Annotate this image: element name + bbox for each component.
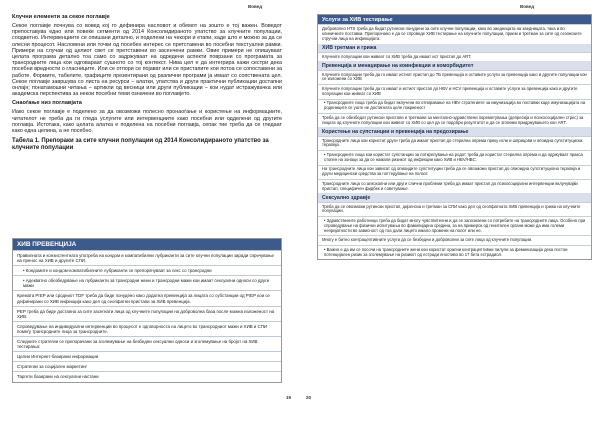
section-text-key-elements: Секое поглавје почнува со вовед кој го дефинира насловот и обемот на зошто е тој важен. Воведот препоставува едно или повеќе сегменти од 2014 Консолидираното упатство за клучните популации, соодветно. Интервенциите се опишани детално, и поделени на чекори и етапи, каде што е можно за да се олесни процесот. Насловени или точки од посебен интерес се претставени во посебни текстуални рамки. Примери на случаи од целиот свет се претставени во засенчени рамки. Овие примери не опишуваат целата програма детално тоа само со задржуваат на одредени аспекти поврзани со програмата за трансродните лица кои одговараат сушното со тој контекст. Нива цел е да интегрира кажи сестри дека посебни вредности о гласниците. Или се отпори се појават или се пристапите кои потоа се сопоставени за работе. Формите, табелите, графиците презентирани од различни програми ја имаат со сопствената цел. Секое поглавје завршува со листа на ресурси – алатки, упатства и други практични публикации достапни онлајн; понатамошни читања – артикли од весници или други публикации – кои нудат истражувачка или академска перспектива за некои посебни теми означени во поглавјето. xyxy=(12,23,282,98)
services-subheading: Користење на супстанции и превенција на предозирање xyxy=(318,127,591,135)
hiv-row: Стратегии за социјален маркетинг xyxy=(13,361,281,371)
services-row: • Здравствените работници треба да бидат многу чувствителни и да се запознаени со потребите на трансродните лица. Особено при спроведување на физички испитувања во фамилијарна средина, за на примерок од генитален органи може да има големи непријатности во зависност од тоа дали лицето имало промени на полот или не. xyxy=(318,216,591,235)
services-row: Клучните популации треба да го имаат и истиот пристап до HBV и HCV превенција и оставите услуги за превенција како и другите популации кои живеат со ХИВ xyxy=(318,84,591,98)
hiv-row: Правилната и конзистентната употреба на кондом и компатибилни лубриканти за сите клучни популации заради спречување на пренос на ХИВ и другите СПИ. xyxy=(13,250,281,265)
services-row: • Важно е да им се посочи на трансродните жени кои користат орални контрацептивни пилули за феминизација дека постои потенцијален ризик за зголемување на ризикот од естради еностиво во 17 бета естрадиол. xyxy=(318,245,591,259)
section-text-navigation: Иако секое поглавје е поделено за да овозможи полесно пронаоѓање и користење на информациите, читателот не треба да ги гледа услугите или интервенциите како посебни или одделени од другите поглавја. Истотака, како целата алатка е поделена на посебни поглавја, сепак тие треба да се гледаат како една целина, а не посебно. xyxy=(12,109,282,135)
hiv-row: Кремата PrEP или сродниот TDF треба да биде понудено како додатна превенција за лицата со субстанции од PrEP кои се дефинирани со ХИВ инфекција како дел од сеопфатни пристапи за ХИВ превенција. xyxy=(13,290,281,305)
services-subheading: Превенција и менаџирање на коинфекции и коморбидитет xyxy=(318,61,591,69)
hiv-prevention-box xyxy=(12,238,282,383)
services-row: • Трансродните лица треба да бидат вклучени во отпиравање на HBV стратегиите за имунизација во поставки каде имунизацијата на родениците се уште не достигната целе покриеност xyxy=(318,99,591,113)
services-row: Трансродните лица кои користат други треба да имаат пристап до стерилна опрема преку игли и шприцови и опоидна супституциска терапија. xyxy=(318,136,591,150)
services-subheading: ХИВ третман и грижа xyxy=(318,44,591,52)
table-caption: Табела 1. Препораки за сите клучни популации од 2014 Консолидираното упатство за клучните популации xyxy=(12,138,269,152)
hiv-row: Спроведување на индивидуални интервенции во процесот е одговорноста на лицето во трансродниот мажи и ХИВ и СПИ помеѓу трансродните лица за трансродните. xyxy=(13,321,281,336)
hiv-row: • Адекватно обезбедување на лубриканти за трансродни жени и трансродни мажи кои имаат сексуални односи со други мажи xyxy=(13,275,281,290)
hiv-prevention-title: ХИВ ПРЕВЕНЦИЈА xyxy=(13,239,281,250)
section-heading-key-elements: Клучни елементи за секое поглавје xyxy=(12,14,110,20)
left-page-number: 19 xyxy=(286,395,292,400)
services-row: Доброволно HTS треба да бидат рутински понудени за сите клучни популации, како во заедницата на заедницата, така и во клиничките поставки. Препорачано е да се спроведе ХИВ тестирање на клучните популации, прием и третман за сите од сезонските стручни лица на инфекцијата. xyxy=(318,24,591,43)
services-row: Треба да се овозможи рутински пристап, дијагноза и третман за СПИ како дел од сеопфатната ХИВ превенција и грижа на клучните популации. xyxy=(318,202,591,216)
hiv-row: Целни Интернет-базирани информации xyxy=(13,351,281,361)
hiv-row: Следните стратегии се препорачани за зголемување на безбедни сексуални односи и зголемување на бројот на ХИВ тестирања: xyxy=(13,336,281,351)
services-row: • Трансродните лица кои користат супстанции за поткрепување на родот треба да користат стерилна опрема и да одржуваат пракса стопен на зонаци за да се намали ризикот од инфекции како ХИВ и HBV/HBC. xyxy=(318,150,591,164)
hiv-row: • Кондомите и кондом-компатибилните лубриканти се препорачуваат за секс со трансродни xyxy=(13,265,281,275)
services-row: Треба да се обезбедат рутински пристапи и третмани за ментално-здравствени пореметувања (депресија и психосоцијален стрес) за лицата од клучните популации кои живеат со ХИВ со цел да се подобри резултатот и да се зголеми придржувањето кон ART. xyxy=(318,113,591,127)
hiv-row: Таргети базирани на сексуални настани xyxy=(13,371,281,381)
left-page-header: Вовед xyxy=(248,4,263,9)
section-heading-navigation: Снаоѓање низ поглавјата xyxy=(12,100,82,107)
services-row: Клучните популации кои живеат со ХИВ треба да имаат ист пристап до ART. xyxy=(318,52,591,62)
right-page-header: Вовед xyxy=(520,4,535,9)
hiv-row: PEP треба да биде достапна за сите засегнати лица од клучните популации на доброволна база после можна изложеност на ХИВ. xyxy=(13,306,281,321)
services-box xyxy=(317,14,592,260)
services-row: Клучните популации треба да го имаат истиот пристап до ТБ превенција и оставите услуги за превенција како и другите популации кои се изложени со ХИВ xyxy=(318,70,591,84)
services-row: На трансродните лица кои зависат од опиоидите супституции треба да се овозможи пристап до опиоидна супституциона терапија и други медицински средства за поттедување на ползот. xyxy=(318,165,591,179)
right-page-number: 20 xyxy=(306,395,312,400)
services-box-title: Услуги за ХИВ тестирање xyxy=(318,15,591,24)
left-page-content xyxy=(12,14,282,158)
services-row: Трансродните лица со алкохолни или други слични проблеми треба да имаат пристап до психосоцијални интервенции вклучувајќи пристап, специфичен фидбек и советување. xyxy=(318,179,591,193)
services-subheading: Сексуално здравје xyxy=(318,193,591,201)
services-row: Многу е битно контрацептивните услуги да се безбедни и доброволни за сите лица од клучните популации. xyxy=(318,235,591,245)
